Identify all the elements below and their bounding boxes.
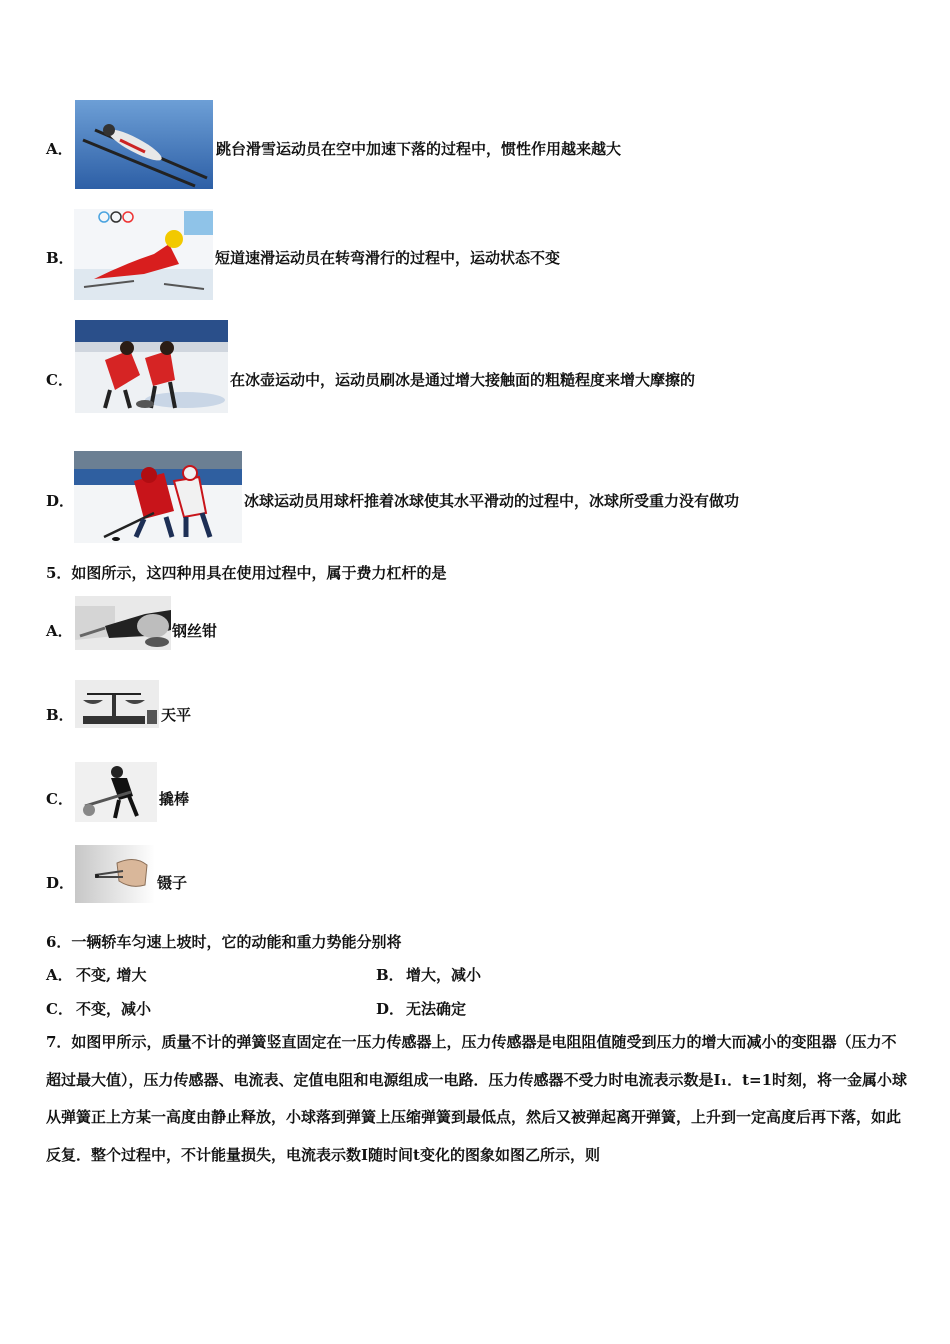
balance-scale-photo xyxy=(75,680,159,728)
q4-option-d-letter: D． xyxy=(46,492,75,510)
q5-option-b-text: 天平 xyxy=(161,706,192,724)
q5-option-a-text: 钢丝钳 xyxy=(172,622,218,640)
curling-photo xyxy=(75,320,228,413)
q6-option-d-text: 无法确定 xyxy=(406,1000,467,1018)
q6-option-d-letter: D． xyxy=(376,1000,405,1018)
q5-option-c-letter: C． xyxy=(46,790,73,808)
q6-option-b-letter: B． xyxy=(376,966,404,984)
q5-stem: 5．如图所示，这四种用具在使用过程中，属于费力杠杆的是 xyxy=(46,564,447,582)
q7-stem: 7．如图甲所示，质量不计的弹簧竖直固定在一压力传感器上，压力传感器是电阻阻值随受到压力的增大而减小的变阻器（压力不超过最大值），压力传感器、电流表、定值电阻和电源组成一电路．压力传感器不受力时电流表示数是I₁．t=1时刻，将一金属小球从弹簧正上方某一高度由静止释放，小球落到弹簧上压缩弹簧到最低点，然后又被弹起离开弹簧，上升到一定高度后再下落，如此反复．整个过程中，不计能量损失，电流表示数I随时间t变化的图象如图乙所示，则 xyxy=(46,1033,908,1164)
q5-option-c-text: 撬棒 xyxy=(159,790,190,808)
speed-skater-photo xyxy=(74,209,213,300)
q6-option-c-letter: C． xyxy=(46,1000,73,1018)
q6-option-c-text: 不变，减小 xyxy=(76,1000,152,1018)
tweezers-photo xyxy=(75,845,155,903)
q6-stem: 6．一辆轿车匀速上坡时，它的动能和重力势能分别将 xyxy=(46,933,402,951)
q6-option-a-text: 不变, 增大 xyxy=(76,966,147,984)
q4-option-b-text: 短道速滑运动员在转弯滑行的过程中，运动状态不变 xyxy=(215,249,561,267)
q4-option-d-text: 冰球运动员用球杆推着冰球使其水平滑动的过程中，冰球所受重力没有做功 xyxy=(244,492,740,510)
q6-option-b-text: 增大，减小 xyxy=(406,966,482,984)
q4-option-c-text: 在冰壶运动中，运动员刷冰是通过增大接触面的粗糙程度来增大摩擦的 xyxy=(230,371,696,389)
wire-pliers-photo xyxy=(75,596,171,650)
ice-hockey-photo xyxy=(74,451,242,543)
q4-option-a-text: 跳台滑雪运动员在空中加速下落的过程中，惯性作用越来越大 xyxy=(216,140,622,158)
q5-option-d-text: 镊子 xyxy=(157,874,188,892)
q4-option-a-letter: A． xyxy=(46,140,73,158)
q4-option-c-letter: C． xyxy=(46,371,73,389)
q5-option-a-letter: A． xyxy=(46,622,73,640)
ski-jumper-photo xyxy=(75,100,213,189)
q6-option-a-letter: A． xyxy=(46,966,73,984)
crowbar-photo xyxy=(75,762,157,822)
q5-option-b-letter: B． xyxy=(46,706,74,724)
q4-option-b-letter: B． xyxy=(46,249,74,267)
q5-option-d-letter: D． xyxy=(46,874,75,892)
